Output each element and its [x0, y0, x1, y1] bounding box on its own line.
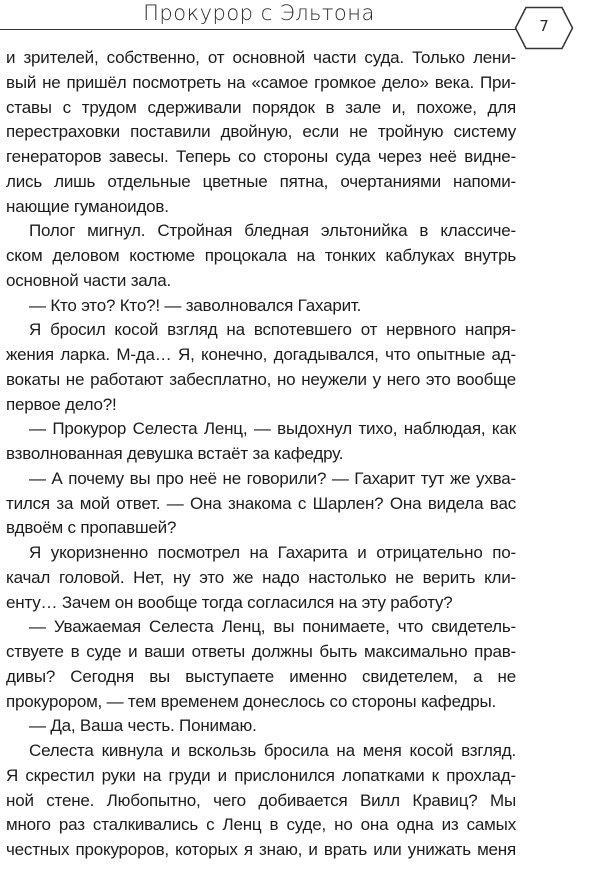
text-line: качал головой. Нет, ну это же надо настолько не верить кли-	[6, 567, 516, 587]
text-line: вый не пришёл посмотреть на «самое громкое дело» века. При-	[6, 72, 516, 92]
text-line: честных прокуроров, которых я знаю, и врать или унижать меня	[6, 840, 516, 859]
text-line: прокурором, — тем временем донеслось со стороны кафедры.	[6, 691, 496, 711]
text-line: вокаты не работают забесплатно, но неужели у него это вообще	[6, 369, 516, 389]
text-line: взволнованная девушка встаёт за кафедру.	[6, 444, 344, 463]
text-line: — Уважаемая Селеста Ленц, вы понимаете, что свидетель-	[29, 617, 516, 637]
text-line: Я скрестил руки на груди и прислонился лопатками к прохлад-	[6, 765, 516, 785]
text-line: основной части зала.	[6, 270, 172, 290]
text-line: много раз сталкивались с Ленц в суде, но она одна из самых	[6, 815, 516, 835]
text-line: Полог мигнул. Стройная бледная эльтонийка в классиче-	[29, 221, 516, 241]
text-line: ском деловом костюме процокала на тонких каблуках внутрь	[6, 246, 516, 265]
text-line: ствуете в суде и ваши ответы должны быть максимально прав-	[6, 642, 516, 661]
text-line: Я укоризненно посмотрел на Гахарита и отрицательно по-	[29, 543, 516, 562]
text-line: и зрителей, собственно, от основной части суда. Только лени-	[6, 48, 516, 67]
text-line: ной стене. Любопытно, чего добивается Вилл Кравиц? Мы	[6, 790, 516, 810]
running-header	[0, 0, 616, 44]
book-title: Прокурор с Эльтона	[143, 1, 375, 25]
text-line: — А почему вы про неё не говорили? — Гахарит тут же ухва-	[29, 468, 516, 488]
text-line: генераторов завесы. Теперь со стороны суда через неё видне-	[6, 147, 516, 166]
page-number-badge	[514, 6, 574, 50]
text-line: дивы? Сегодня вы выступаете именно свидетелем, а не	[6, 666, 516, 686]
text-line: вдвоём с пропавшей?	[6, 518, 177, 538]
page-number: 7	[539, 17, 549, 35]
text-line: — Да, Ваша честь. Понимаю.	[29, 716, 257, 736]
text-line: жения ларка. М-да… Я, конечно, догадывался, что опытные ад-	[6, 345, 516, 364]
body-text	[6, 46, 516, 863]
text-line: — Прокурор Селеста Ленц, — выдохнул тихо, наблюдая, как	[29, 419, 516, 439]
text-line: ставы с трудом сдерживали порядок в зале и, похоже, для	[6, 97, 516, 117]
header-rule	[0, 29, 518, 30]
text-line: Селеста кивнула и вскользь бросила на меня косой взгляд.	[29, 741, 516, 760]
text-line: первое дело?!	[6, 394, 117, 414]
text-line: нающие гуманоидов.	[6, 196, 169, 216]
text-line: — Кто это? Кто?! — заволновался Гахарит.	[29, 295, 362, 315]
text-line: лись лишь отдельные цветные пятна, очертаниями напоми-	[6, 171, 516, 191]
text-line: Я бросил косой взгляд на вспотевшего от нервного напря-	[29, 320, 516, 340]
text-line: тился за мой ответ. — Она знакома с Шарлен? Она видела вас	[6, 493, 516, 513]
text-line: перестраховки поставили двойную, если не тройную систему	[6, 122, 516, 142]
text-line: енту… Зачем он вообще тогда согласился на эту работу?	[6, 592, 453, 612]
